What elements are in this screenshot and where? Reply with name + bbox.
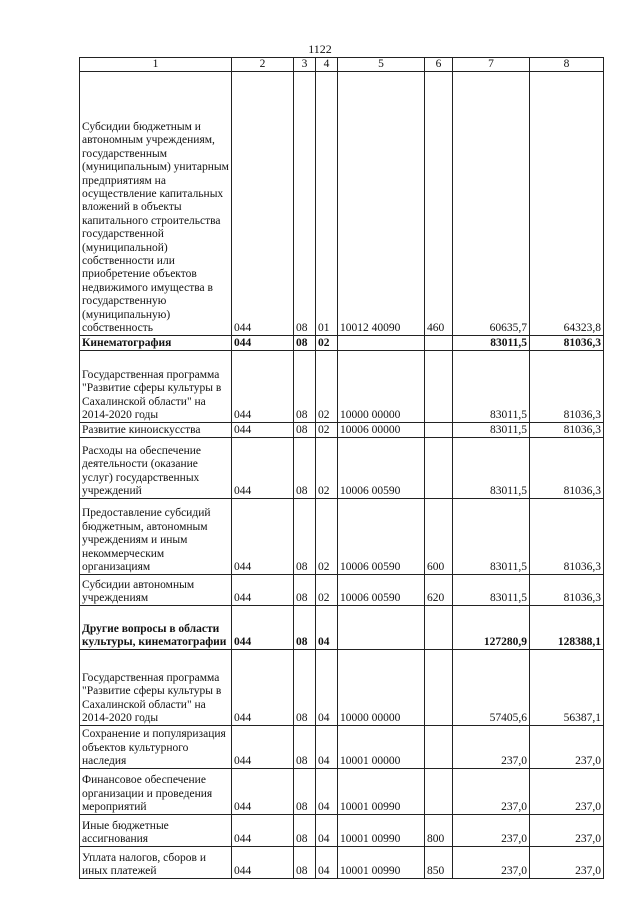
row-name: Сохранение и популяризация объектов культурного наследия [80, 726, 232, 769]
row-amount-year2: 81036,3 [530, 575, 604, 606]
row-expense-type: 600 [425, 499, 453, 575]
row-section-code: 08 [294, 72, 316, 336]
row-section-code: 08 [294, 423, 316, 438]
row-amount-year2: 81036,3 [530, 499, 604, 575]
table-row [80, 769, 604, 815]
row-target-article: 10001 00990 [338, 769, 425, 815]
row-name: Субсидии бюджетным и автономным учреждениям, государственным (муниципальным) унитарным предприятиям на осуществление капитальных вложений в объекты капитального строительства государственной (муниципальной) собственности или приобретение объектов недвижимого имущества в государственную (муниципальную) собственность [80, 72, 232, 336]
row-subsection-code: 02 [316, 575, 338, 606]
row-name: Финансовое обеспечение организации и проведения мероприятий [80, 769, 232, 815]
row-amount-year2: 237,0 [530, 769, 604, 815]
row-target-article: 10006 00590 [338, 575, 425, 606]
row-section-code: 08 [294, 847, 316, 879]
table-row [80, 499, 604, 575]
row-target-article: 10001 00000 [338, 726, 425, 769]
page-number: 1122 [308, 42, 332, 56]
row-section-code: 08 [294, 726, 316, 769]
row-admin-code: 044 [232, 769, 294, 815]
table-row [80, 72, 604, 336]
row-amount-year1: 83011,5 [453, 575, 530, 606]
row-subsection-code: 04 [316, 815, 338, 847]
row-section-code: 08 [294, 769, 316, 815]
table-row [80, 847, 604, 879]
row-amount-year2: 81036,3 [530, 423, 604, 438]
row-name: Предоставление субсидий бюджетным, автономным учреждениям и иным некоммерческим организациям [80, 499, 232, 575]
row-amount-year2: 81036,3 [530, 351, 604, 423]
row-section-code: 08 [294, 499, 316, 575]
column-header: 1 [80, 58, 232, 72]
table-row [80, 575, 604, 606]
row-amount-year2: 56387,1 [530, 650, 604, 726]
row-admin-code: 044 [232, 815, 294, 847]
row-section-code: 08 [294, 575, 316, 606]
row-subsection-code: 04 [316, 726, 338, 769]
row-expense-type [425, 336, 453, 351]
row-target-article [338, 336, 425, 351]
row-section-code: 08 [294, 336, 316, 351]
row-name: Субсидии автономным учреждениям [80, 575, 232, 606]
row-amount-year1: 83011,5 [453, 438, 530, 499]
table-row [80, 336, 604, 351]
table-row [80, 815, 604, 847]
row-expense-type [425, 423, 453, 438]
row-amount-year1: 83011,5 [453, 351, 530, 423]
row-admin-code: 044 [232, 72, 294, 336]
row-name: Расходы на обеспечение деятельности (оказание услуг) государственных учреждений [80, 438, 232, 499]
row-name: Государственная программа "Развитие сферы культуры в Сахалинской области" на 2014-2020 годы [80, 650, 232, 726]
budget-table [79, 57, 604, 879]
row-section-code: 08 [294, 650, 316, 726]
row-subsection-code: 04 [316, 769, 338, 815]
row-admin-code: 044 [232, 726, 294, 769]
row-amount-year2: 237,0 [530, 847, 604, 879]
row-subsection-code: 04 [316, 650, 338, 726]
row-amount-year2: 81036,3 [530, 438, 604, 499]
row-target-article: 10012 40090 [338, 72, 425, 336]
row-subsection-code: 04 [316, 847, 338, 879]
row-amount-year1: 127280,9 [453, 606, 530, 650]
row-target-article: 10000 00000 [338, 650, 425, 726]
row-amount-year1: 83011,5 [453, 423, 530, 438]
row-target-article [338, 606, 425, 650]
row-target-article: 10000 00000 [338, 351, 425, 423]
row-amount-year1: 237,0 [453, 847, 530, 879]
row-section-code: 08 [294, 606, 316, 650]
row-target-article: 10001 00990 [338, 847, 425, 879]
row-name: Кинематография [80, 336, 232, 351]
row-admin-code: 044 [232, 336, 294, 351]
row-amount-year1: 83011,5 [453, 336, 530, 351]
row-target-article: 10006 00590 [338, 499, 425, 575]
row-name: Развитие киноискусства [80, 423, 232, 438]
column-header: 6 [425, 58, 453, 72]
row-admin-code: 044 [232, 351, 294, 423]
row-subsection-code: 02 [316, 499, 338, 575]
row-name: Иные бюджетные ассигнования [80, 815, 232, 847]
row-name: Уплата налогов, сборов и иных платежей [80, 847, 232, 879]
row-expense-type: 850 [425, 847, 453, 879]
table-body [80, 72, 604, 879]
row-name: Другие вопросы в области культуры, кинематографии [80, 606, 232, 650]
row-amount-year2: 128388,1 [530, 606, 604, 650]
row-subsection-code: 04 [316, 606, 338, 650]
row-expense-type: 460 [425, 72, 453, 336]
row-admin-code: 044 [232, 650, 294, 726]
row-expense-type [425, 726, 453, 769]
row-expense-type [425, 351, 453, 423]
row-expense-type [425, 650, 453, 726]
column-header: 4 [316, 58, 338, 72]
table-row [80, 351, 604, 423]
row-admin-code: 044 [232, 499, 294, 575]
row-admin-code: 044 [232, 847, 294, 879]
column-header: 3 [294, 58, 316, 72]
table-row [80, 650, 604, 726]
row-amount-year1: 237,0 [453, 815, 530, 847]
row-amount-year1: 237,0 [453, 769, 530, 815]
row-amount-year2: 81036,3 [530, 336, 604, 351]
row-subsection-code: 02 [316, 336, 338, 351]
row-amount-year1: 57405,6 [453, 650, 530, 726]
table-row [80, 726, 604, 769]
table-row [80, 606, 604, 650]
row-section-code: 08 [294, 351, 316, 423]
row-subsection-code: 01 [316, 72, 338, 336]
row-expense-type [425, 438, 453, 499]
row-amount-year1: 237,0 [453, 726, 530, 769]
row-amount-year1: 83011,5 [453, 499, 530, 575]
table-row [80, 423, 604, 438]
table-row [80, 438, 604, 499]
row-expense-type: 620 [425, 575, 453, 606]
row-subsection-code: 02 [316, 423, 338, 438]
row-amount-year2: 237,0 [530, 726, 604, 769]
row-section-code: 08 [294, 815, 316, 847]
column-header: 7 [453, 58, 530, 72]
row-amount-year2: 64323,8 [530, 72, 604, 336]
row-section-code: 08 [294, 438, 316, 499]
row-admin-code: 044 [232, 423, 294, 438]
row-expense-type [425, 606, 453, 650]
row-name: Государственная программа "Развитие сферы культуры в Сахалинской области" на 2014-2020 годы [80, 351, 232, 423]
column-header: 8 [530, 58, 604, 72]
row-admin-code: 044 [232, 438, 294, 499]
column-header: 5 [338, 58, 425, 72]
row-expense-type: 800 [425, 815, 453, 847]
header-row [80, 58, 604, 72]
row-expense-type [425, 769, 453, 815]
row-subsection-code: 02 [316, 438, 338, 499]
row-admin-code: 044 [232, 575, 294, 606]
row-target-article: 10006 00590 [338, 438, 425, 499]
row-target-article: 10006 00000 [338, 423, 425, 438]
row-target-article: 10001 00990 [338, 815, 425, 847]
row-amount-year1: 60635,7 [453, 72, 530, 336]
row-amount-year2: 237,0 [530, 815, 604, 847]
row-admin-code: 044 [232, 606, 294, 650]
row-subsection-code: 02 [316, 351, 338, 423]
column-header: 2 [232, 58, 294, 72]
